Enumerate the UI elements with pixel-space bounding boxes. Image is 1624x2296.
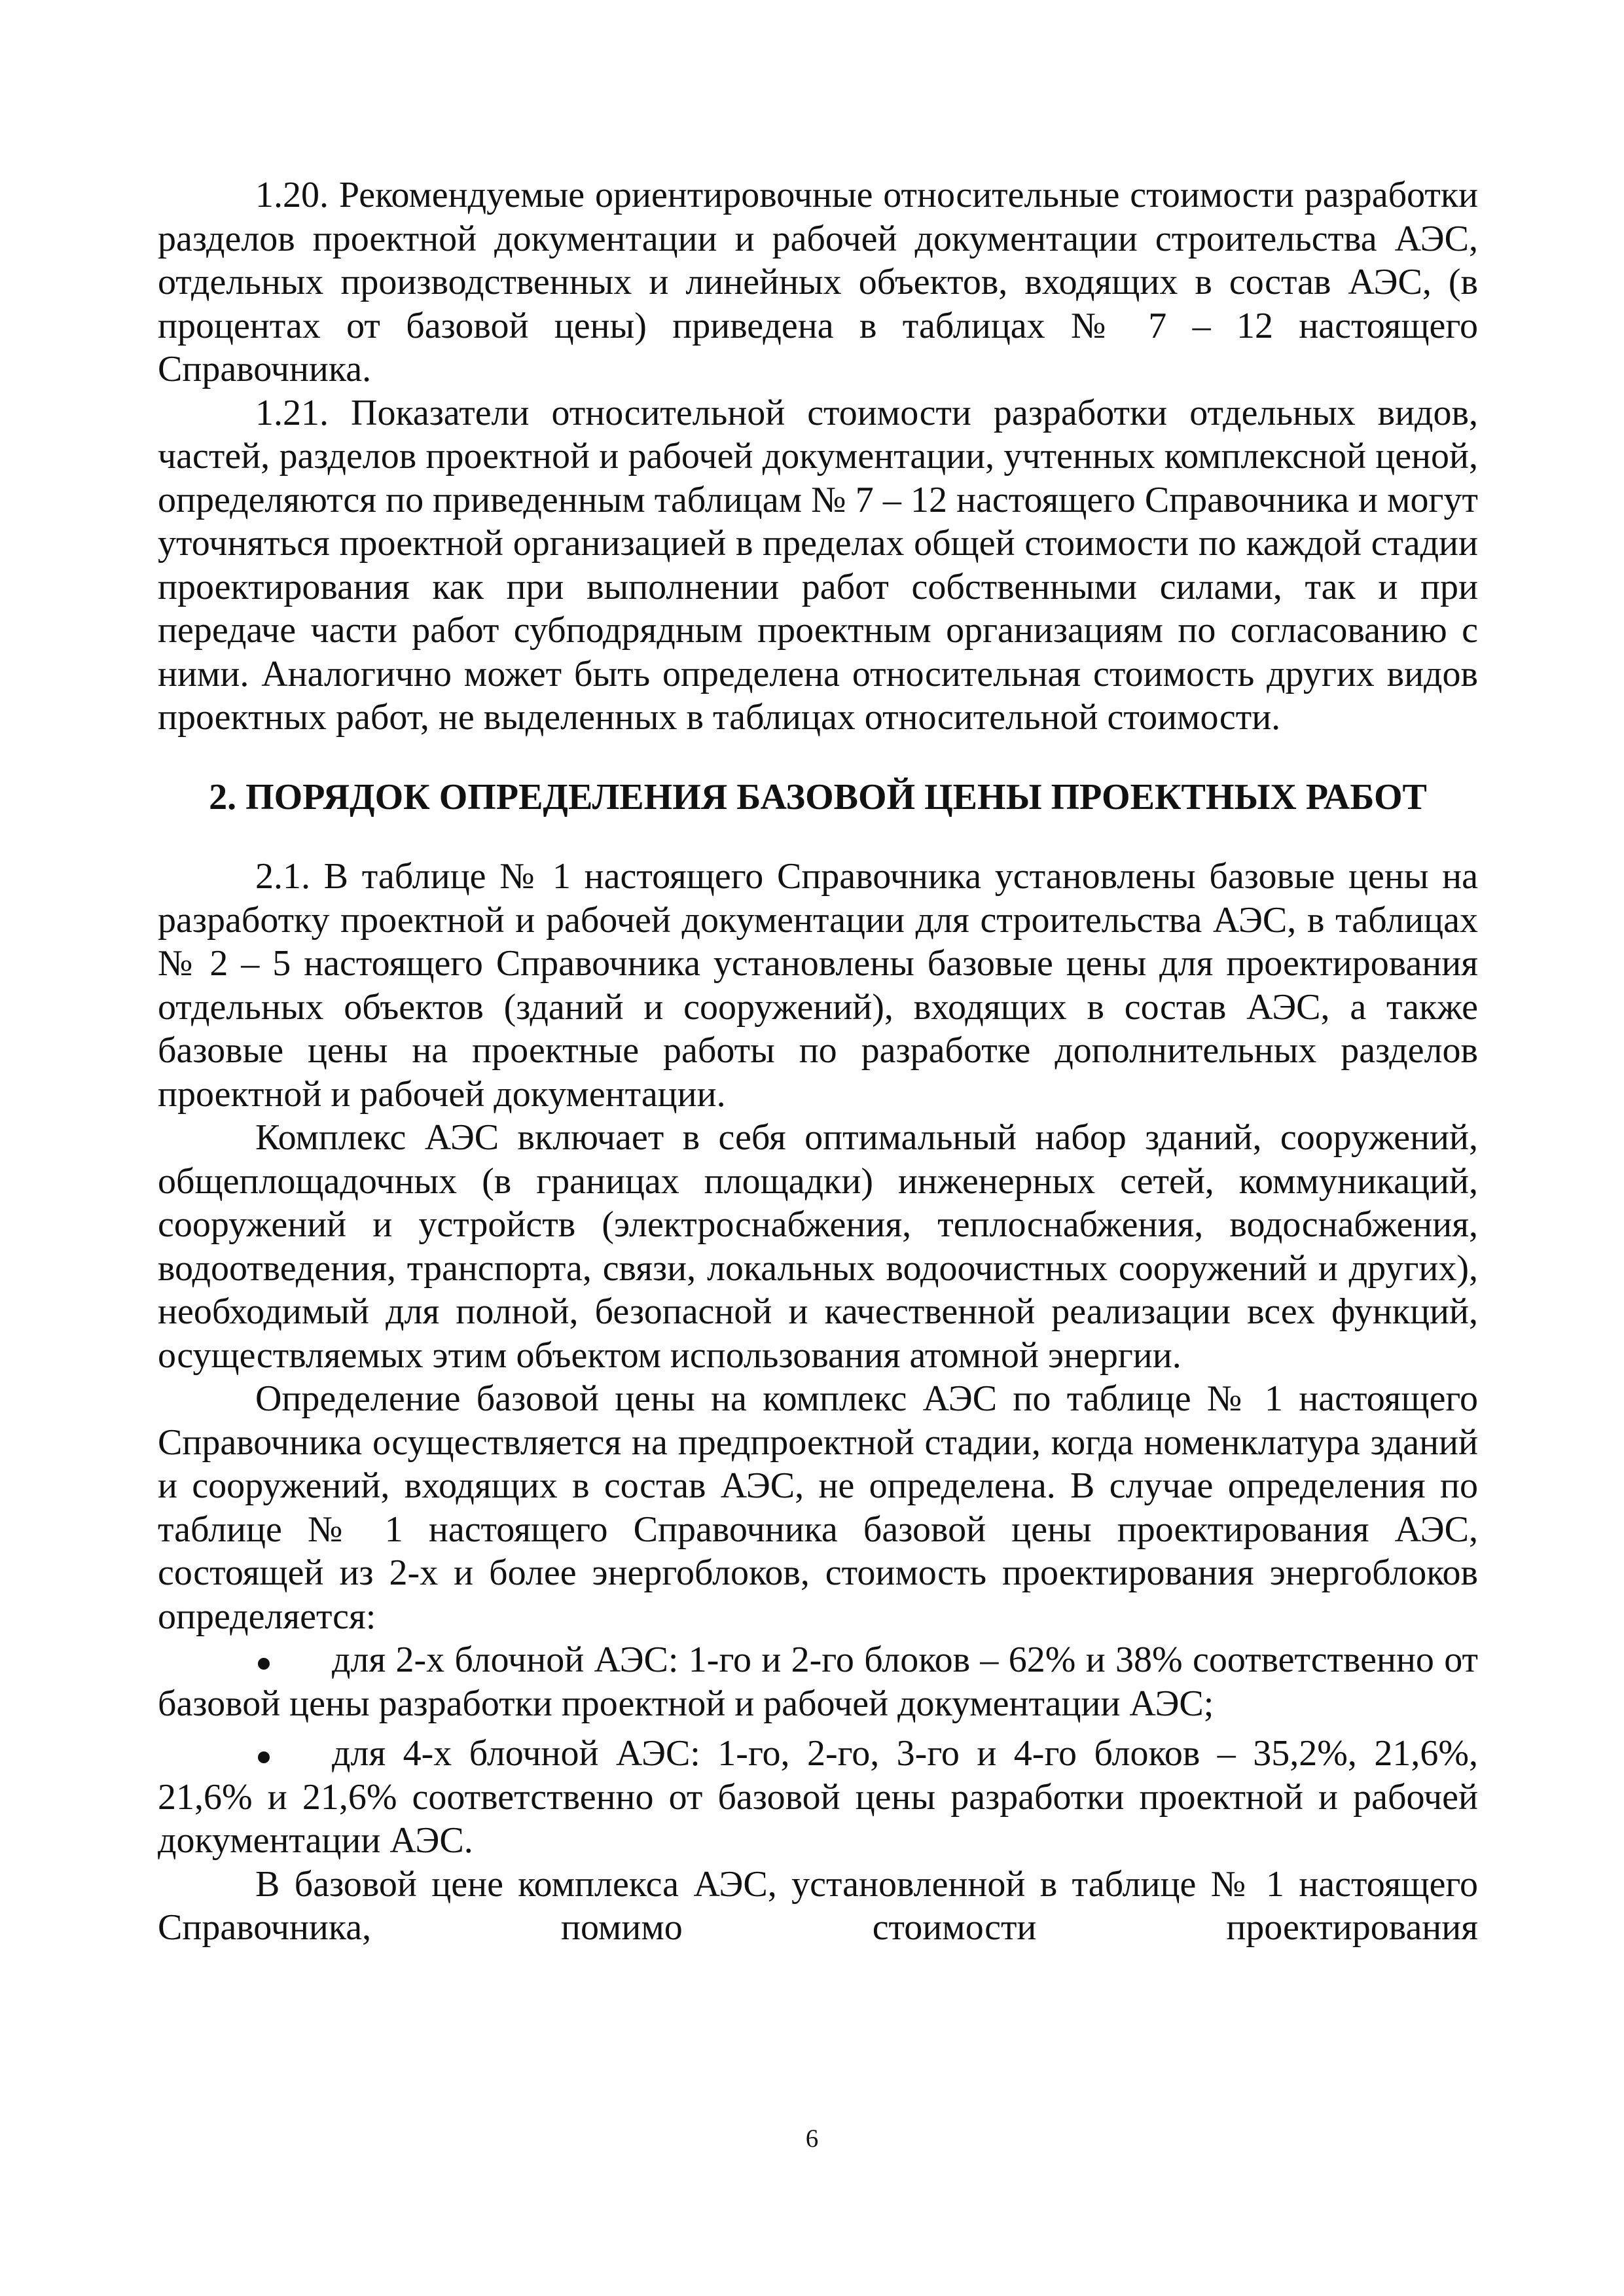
bullet-text: для 2-х блочной АЭС: 1-го и 2-го блоков – 62% и 38% соответственно от базовой цены разработки проектной и рабочей документации АЭС; <box>158 1640 1478 1724</box>
section-heading: 2. ПОРЯДОК ОПРЕДЕЛЕНИЯ БАЗОВОЙ ЦЕНЫ ПРОЕКТНЫХ РАБОТ <box>209 776 1427 817</box>
bullet-item-four-block <box>158 1732 1478 1863</box>
paragraph-1-20: 1.20. Рекомендуемые ориентировочные относительные стоимости разработки разделов проектной документации и рабочей документации строительства АЭС, отдельных производственных и линейных объектов, входящих в состав АЭС, (в процентах от базовой цены) приведена в таблицах № 7 – 12 настоящего Справочника. <box>158 175 1478 389</box>
bullet-text: для 4-х блочной АЭС: 1-го, 2-го, 3-го и 4-го блоков – 35,2%, 21,6%, 21,6% и 21,6% соответственно от базовой цены разработки проектной и рабочей документации АЭС. <box>158 1733 1478 1861</box>
paragraph-complex-definition: Комплекс АЭС включает в себя оптимальный набор зданий, сооружений, общеплощадочных (в границах площадки) инженерных сетей, коммуникаций, сооружений и устройств (электроснабжения, теплоснабжения, водоснабжения, водоотведения, транспорта, связи, локальных водоочистных сооружений и других), необходимый для полной, безопасной и качественной реализации всех функций, осуществляемых этим объектом использования атомной энергии. <box>158 1117 1478 1376</box>
paragraph-1-21: 1.21. Показатели относительной стоимости разработки отдельных видов, частей, разделов проектной и рабочей документации, учтенных комплексной ценой, определяются по приведенным таблицам № 7 – 12 настоящего Справочника и могут уточняться проектной организацией в пределах общей стоимости по каждой стадии проектирования как при выполнении работ собственными силами, так и при передаче части работ субподрядным проектным организациям по согласованию с ними. Аналогично может быть определена относительная стоимость других видов проектных работ, не выделенных в таблицах относительной стоимости. <box>158 392 1478 738</box>
paragraph-base-price-determination: Определение базовой цены на комплекс АЭС по таблице № 1 настоящего Справочника осуществляется на предпроектной стадии, когда номенклатура зданий и сооружений, входящих в состав АЭС, не определена. В случае определения по таблице № 1 настоящего Справочника базовой цены проектирования АЭС, состоящей из 2-х и более энергоблоков, стоимость проектирования энергоблоков определяется: <box>158 1378 1478 1637</box>
paragraph-base-price-complex: В базовой цене комплекса АЭС, установленной в таблице № 1 настоящего Справочника, помимо стоимости проектирования <box>158 1863 1478 1948</box>
page-body <box>158 173 1478 1950</box>
paragraph-2-1: 2.1. В таблице № 1 настоящего Справочника установлены базовые цены на разработку проектной и рабочей документации для строительства АЭС, в таблицах № 2 – 5 настоящего Справочника установлены базовые цены для проектирования отдельных объектов (зданий и сооружений), входящих в состав АЭС, а также базовые цены на проектные работы по разработке дополнительных разделов проектной и рабочей документации. <box>158 856 1478 1115</box>
bullet-item-two-block <box>158 1638 1478 1725</box>
page-number: 6 <box>805 2125 819 2153</box>
